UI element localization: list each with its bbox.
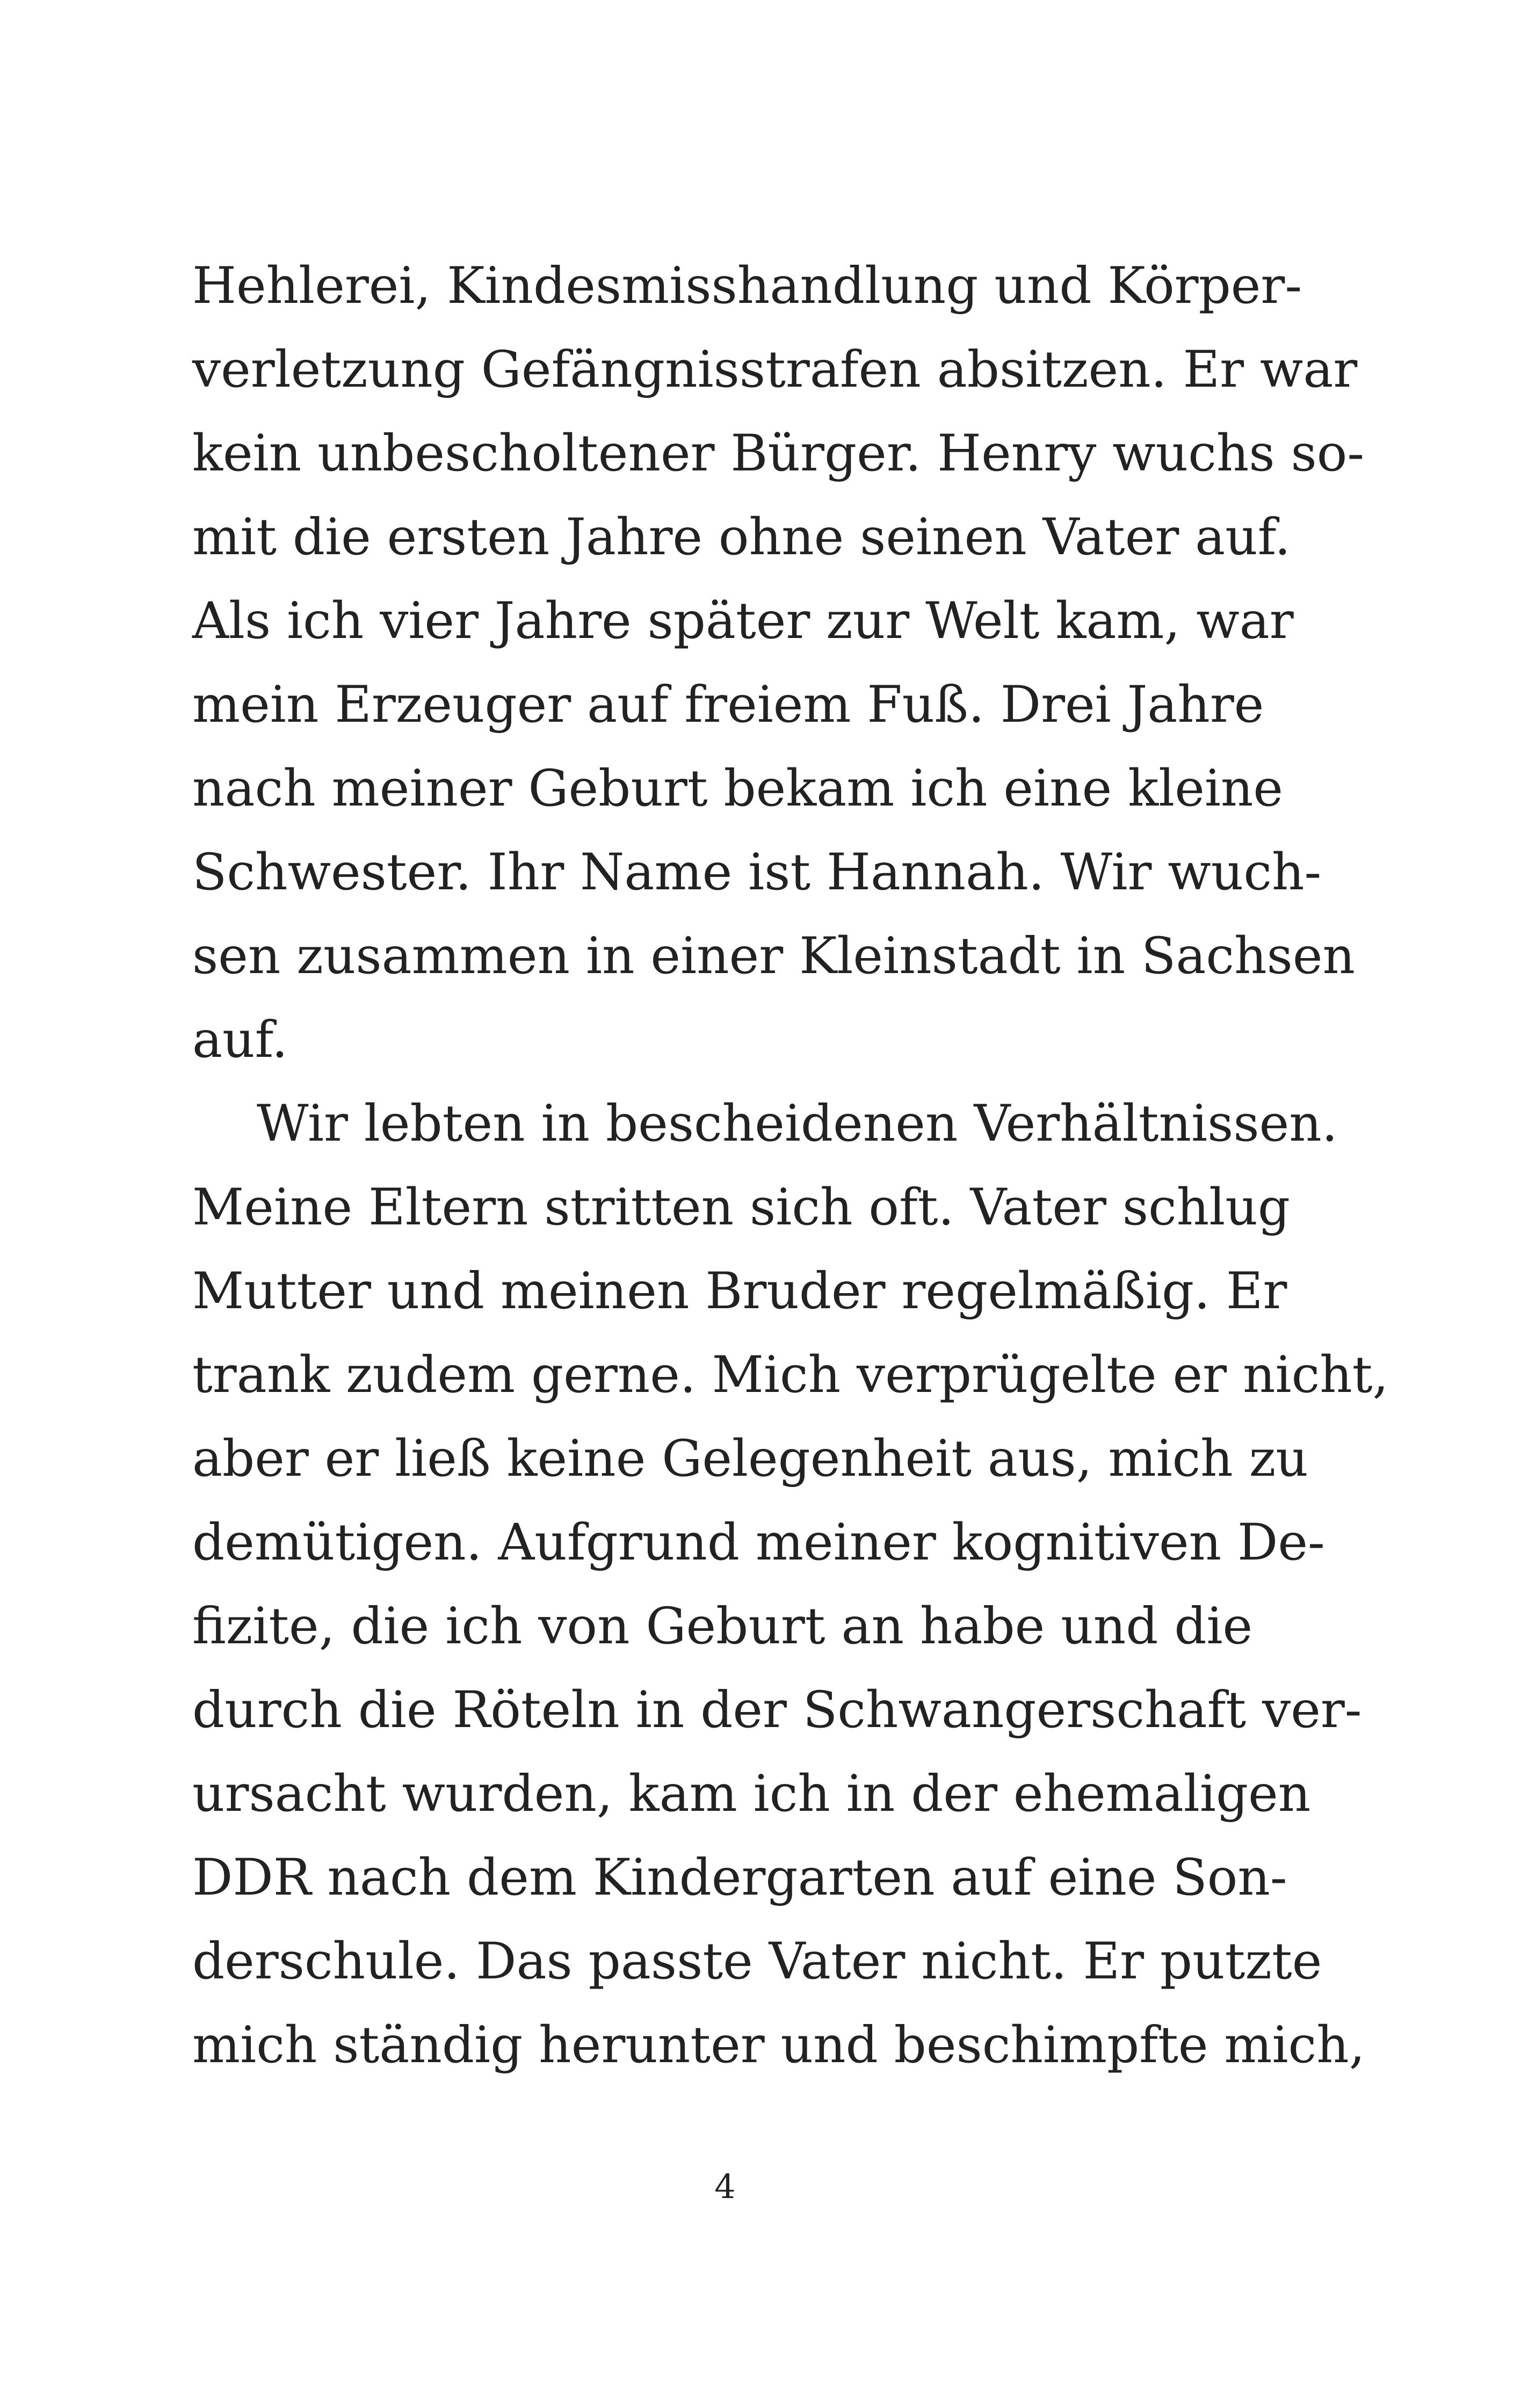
text-line: demütigen. Aufgrund meiner kognitiven De- xyxy=(192,1513,1325,1572)
paragraph-first-line: Wir lebten in bescheidenen Verhältnissen. xyxy=(257,1094,1338,1153)
text-line: aber er ließ keine Gelegenheit aus, mich zu xyxy=(192,1430,1308,1488)
text-line: sen zusammen in einer Kleinstadt in Sachsen xyxy=(192,927,1356,985)
text-line: mein Erzeuger auf freiem Fuß. Drei Jahre xyxy=(192,676,1264,734)
text-line: durch die Röteln in der Schwangerschaft ver- xyxy=(192,1681,1362,1739)
text-line: verletzung Gefängnisstrafen absitzen. Er war xyxy=(192,340,1358,399)
text-line: mit die ersten Jahre ohne seinen Vater auf. xyxy=(192,508,1291,567)
text-line: mich ständig herunter und beschimpfte mich, xyxy=(192,2016,1365,2075)
text-line: ursacht wurden, kam ich in der ehemaligen xyxy=(192,1765,1311,1823)
text-line: fizite, die ich von Geburt an habe und die xyxy=(192,1597,1253,1656)
text-line: auf. xyxy=(192,1011,288,1069)
body-text xyxy=(192,244,1389,2087)
text-line: Hehlerei, Kindesmisshandlung und Körper- xyxy=(192,257,1302,315)
text-line: Als ich vier Jahre später zur Welt kam, war xyxy=(192,592,1294,650)
text-line: kein unbescholtener Bürger. Henry wuchs so- xyxy=(192,424,1365,483)
text-line: trank zudem gerne. Mich verprügelte er nicht, xyxy=(192,1346,1389,1404)
text-line: Mutter und meinen Bruder regelmäßig. Er xyxy=(192,1262,1287,1321)
text-line: Schwester. Ihr Name ist Hannah. Wir wuch- xyxy=(192,843,1322,902)
text-line: Meine Eltern stritten sich oft. Vater schlug xyxy=(192,1178,1291,1237)
text-line: DDR nach dem Kindergarten auf eine Son- xyxy=(192,1848,1287,1907)
page-number: 4 xyxy=(714,2167,736,2206)
text-line: nach meiner Geburt bekam ich eine kleine xyxy=(192,759,1284,818)
text-line: derschule. Das passte Vater nicht. Er putzte xyxy=(192,1932,1322,1991)
